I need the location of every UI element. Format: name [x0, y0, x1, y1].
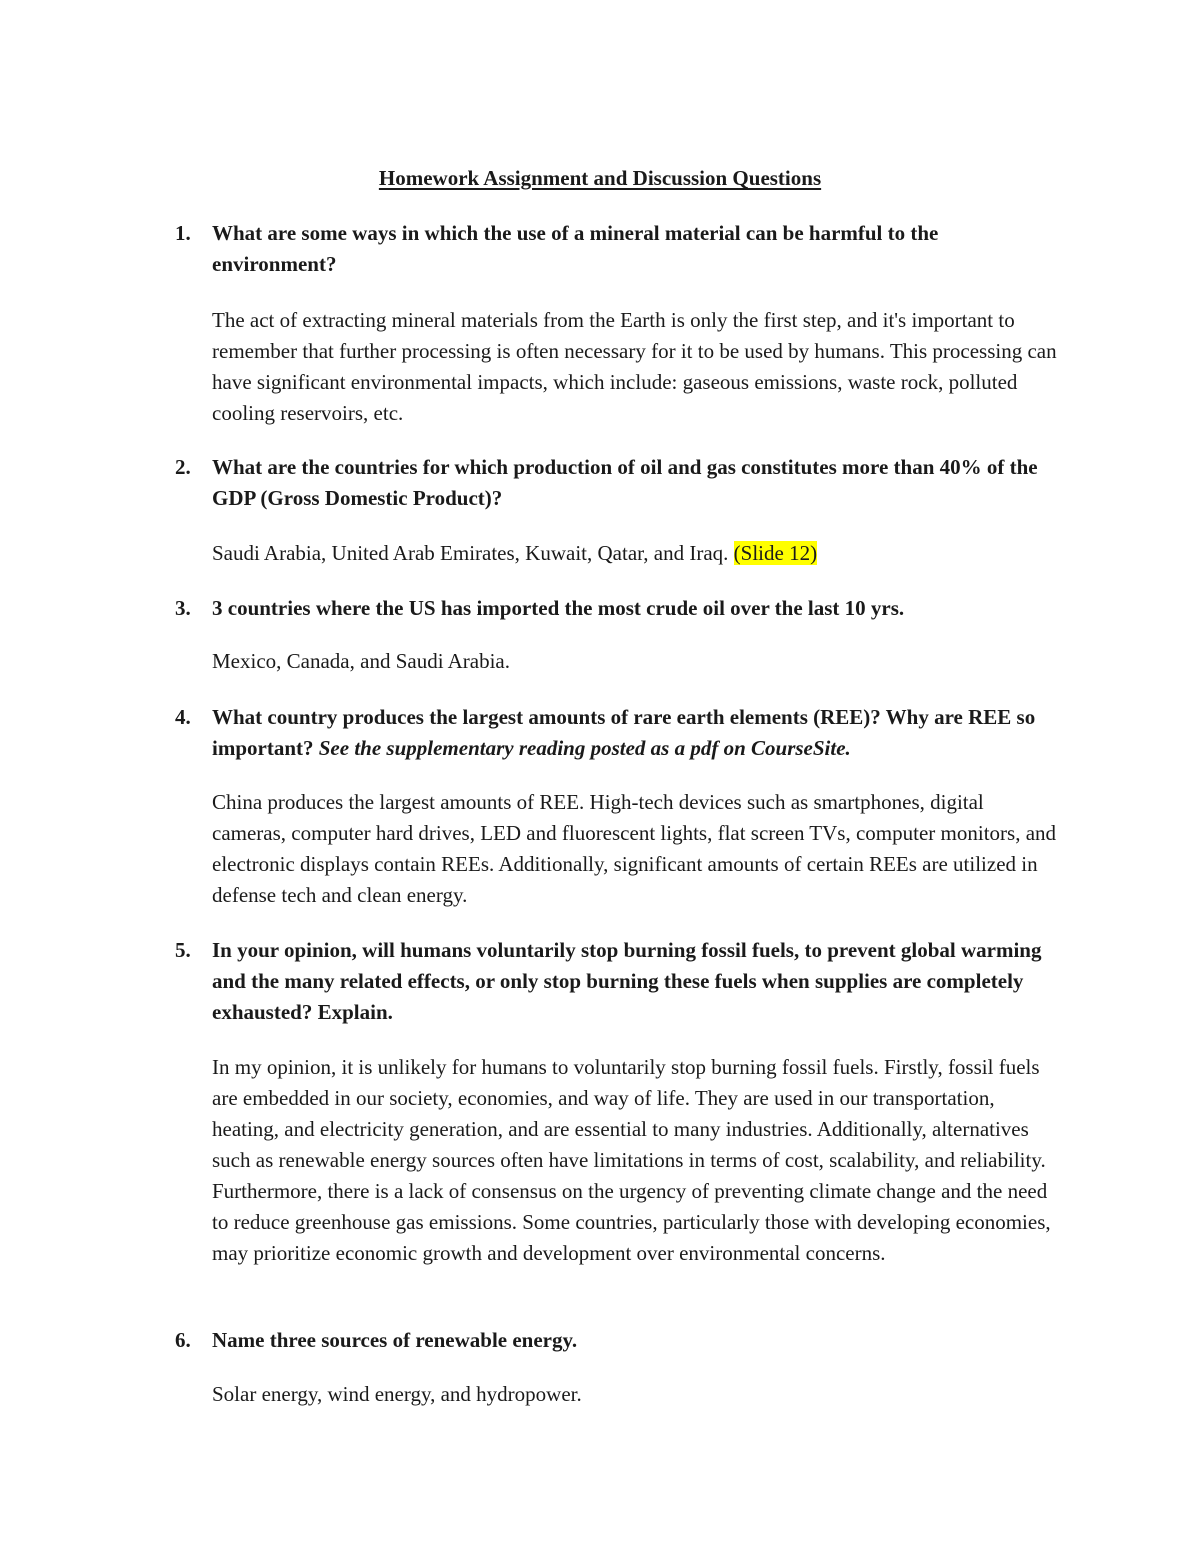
question-number: 1.	[175, 221, 191, 245]
question-text: Name three sources of renewable energy.	[212, 1328, 578, 1352]
answer-3: Mexico, Canada, and Saudi Arabia.	[212, 649, 510, 673]
answer-5: In my opinion, it is unlikely for humans to voluntarily stop burning fossil fuels. Firstly, fossil fuels are embedded in our society, economies, and way of life. They are used in our transportation, heating, and electricity generation, and are essential to many industries. Additionally, alternatives such as renewable energy sources often have limitations in terms of cost, scalability, and reliability. Furthermore, there is a lack of consensus on the urgency of preventing climate change and the need to reduce greenhouse gas emissions. Some countries, particularly those with developing economies, may prioritize economic growth and development over environmental concerns.	[212, 1055, 1051, 1265]
question-number: 2.	[175, 455, 191, 479]
question-text: In your opinion, will humans voluntarily stop burning fossil fuels, to prevent global warming and the many related effects, or only stop burning these fuels when supplies are completely exhausted? Explain.	[212, 938, 1042, 1024]
slide-reference-highlight: (Slide 12)	[733, 541, 818, 565]
answer-text: Saudi Arabia, United Arab Emirates, Kuwait, Qatar, and Iraq.	[212, 541, 729, 565]
question-main-text: What country produces the largest amounts of rare earth elements (REE)? Why are REE so important?	[212, 705, 1036, 760]
question-text: 3 countries where the US has imported the most crude oil over the last 10 yrs.	[212, 596, 905, 620]
answer-6: Solar energy, wind energy, and hydropower.	[212, 1382, 582, 1406]
question-text	[212, 702, 1062, 764]
question-text: What are the countries for which production of oil and gas constitutes more than 40% of the GDP (Gross Domestic Product)?	[212, 455, 1038, 510]
answer-1: The act of extracting mineral materials from the Earth is only the first step, and it's important to remember that further processing is often necessary for it to be used by humans. This processing can have significant environmental impacts, which include: gaseous emissions, waste rock, polluted cooling reservoirs, etc.	[212, 308, 1057, 425]
question-text: What are some ways in which the use of a mineral material can be harmful to the environment?	[212, 221, 939, 276]
question-note-italic: See the supplementary reading posted as a pdf on CourseSite.	[318, 736, 851, 760]
question-number: 6.	[175, 1328, 191, 1352]
answer-4: China produces the largest amounts of REE. High-tech devices such as smartphones, digital cameras, computer hard drives, LED and fluorescent lights, flat screen TVs, computer monitors, and electronic displays contain REEs. Additionally, significant amounts of certain REEs are utilized in defense tech and clean energy.	[212, 790, 1057, 907]
question-number: 5.	[175, 938, 191, 962]
question-number: 4.	[175, 705, 191, 729]
answer-2	[212, 538, 1062, 569]
question-number: 3.	[175, 596, 191, 620]
page-title: Homework Assignment and Discussion Questions	[378, 166, 822, 190]
